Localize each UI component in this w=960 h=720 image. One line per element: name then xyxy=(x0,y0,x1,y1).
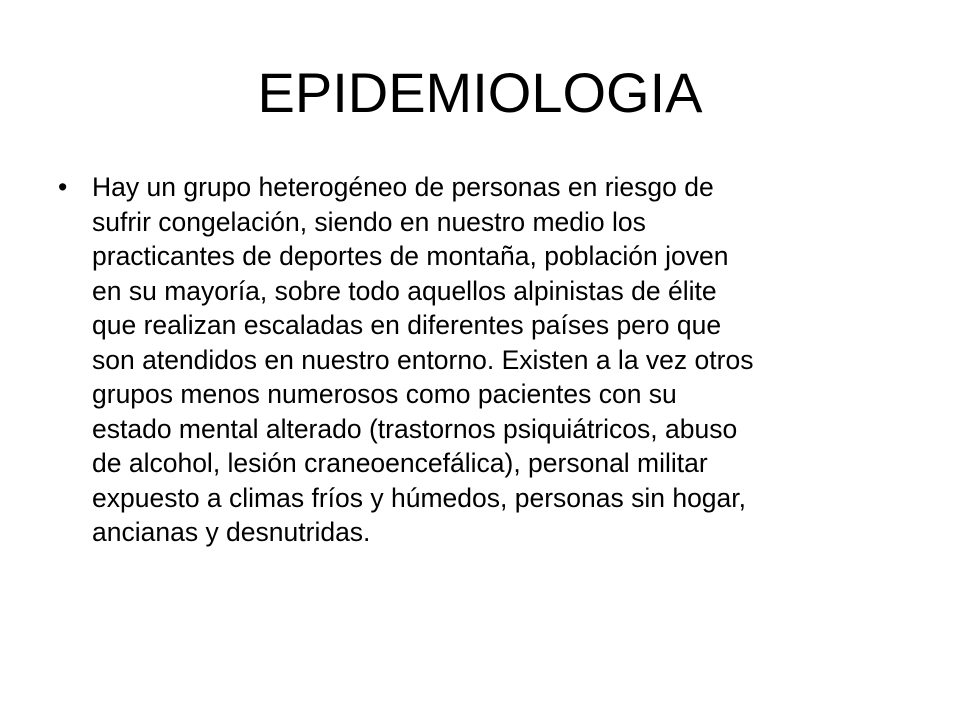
bullet-item xyxy=(58,170,888,550)
bullet-text-line: practicantes de deportes de montaña, población joven xyxy=(92,241,729,271)
bullet-text-line: que realizan escaladas en diferentes países pero que xyxy=(92,310,722,340)
bullet-text-line: expuesto a climas fríos y húmedos, personas sin hogar, xyxy=(92,482,747,513)
bullet-text-line: Hay un grupo heterogéneo de personas en riesgo de xyxy=(92,172,714,202)
bullet-text-line: son atendidos en nuestro entorno. Existen a la vez otros xyxy=(92,344,754,375)
bullet-text-line: de alcohol, lesión craneoencefálica), personal militar xyxy=(92,448,708,478)
bullet-text-line: ancianas y desnutridas. xyxy=(92,517,371,547)
bullet-icon: • xyxy=(58,172,68,202)
bullet-text-line: estado mental alterado (trastornos psiquiátricos, abuso xyxy=(92,413,738,444)
bullet-list xyxy=(58,170,888,550)
bullet-text-line: sufrir congelación, siendo en nuestro medio los xyxy=(92,206,646,237)
bullet-text-line: grupos menos numerosos como pacientes con su xyxy=(92,379,677,409)
bullet-text-line: en su mayoría, sobre todo aquellos alpinistas de élite xyxy=(92,275,717,306)
slide-title: EPIDEMIOLOGIA xyxy=(257,61,703,124)
